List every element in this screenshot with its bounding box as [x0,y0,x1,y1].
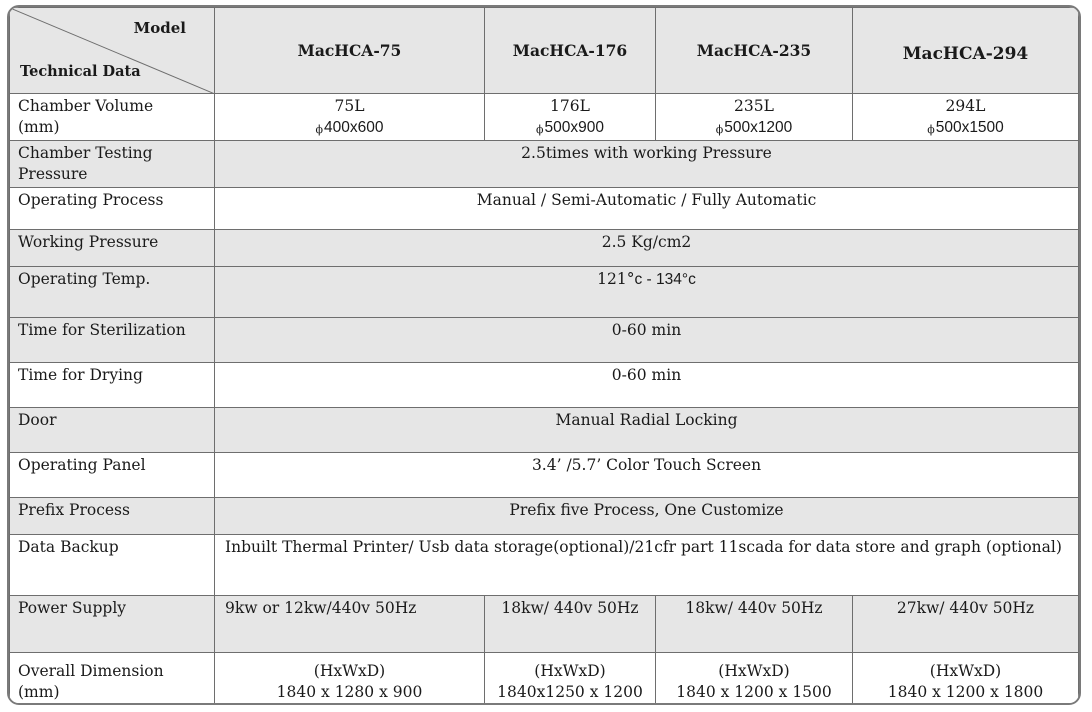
row-door [10,408,1079,453]
row-label: Time for Sterilization [10,318,215,363]
row-value [215,267,1079,318]
row-label [10,94,215,141]
volume-cell-235 [656,94,853,141]
chamber-size: 500x1500 [935,119,1004,136]
row-label-line2: (mm) [18,683,60,701]
phi-symbol: ϕ [715,123,724,136]
row-working-pressure [10,230,1079,267]
row-label-line1: Overall Dimension [18,662,164,680]
chamber-size: 400x600 [324,119,384,136]
power-cell-176: 18kw/ 440v 50Hz [485,596,656,653]
row-value: Prefix five Process, One Customize [215,498,1079,535]
power-cell-294: 27kw/ 440v 50Hz [853,596,1079,653]
row-label-line2: (mm) [18,118,60,136]
dimension-cell-75 [215,653,485,706]
row-overall-dimension [10,653,1079,706]
row-value: 0-60 min [215,363,1079,408]
row-label: Data Backup [10,535,215,596]
dimension-unit: (HxWxD) [929,662,1002,680]
row-sterilization [10,318,1079,363]
row-label-line1: Chamber Testing [18,144,153,162]
row-operating-process [10,188,1079,230]
row-value: 2.5times with working Pressure [215,141,1079,188]
dimension-unit: (HxWxD) [718,662,790,680]
technical-data-table [9,7,1079,705]
dimension-cell-176 [485,653,656,706]
row-chamber-volume [10,94,1079,141]
row-drying [10,363,1079,408]
row-value: Manual / Semi-Automatic / Fully Automatic [215,188,1079,230]
phi-symbol: ϕ [315,123,323,136]
dimension-value: 1840x1250 x 1200 [497,683,643,701]
phi-symbol: ϕ [536,123,544,136]
dimension-unit: (HxWxD) [313,662,386,680]
dimension-value: 1840 x 1280 x 900 [276,683,423,701]
row-value: 2.5 Kg/cm2 [215,230,1079,267]
volume-cell-176 [485,94,656,141]
row-label: Working Pressure [10,230,215,267]
row-label-line1: Chamber Volume [18,97,154,115]
volume-value: 75L [334,97,365,115]
row-label: Operating Temp. [10,267,215,318]
row-label: Power Supply [10,596,215,653]
dimension-unit: (HxWxD) [534,662,606,680]
row-label [10,141,215,188]
row-label: Prefix Process [10,498,215,535]
row-label: Door [10,408,215,453]
dimension-cell-235 [656,653,853,706]
model-header-176: MacHCA-176 [485,8,656,94]
volume-cell-294 [853,94,1079,141]
row-value: Manual Radial Locking [215,408,1079,453]
row-data-backup [10,535,1079,596]
row-label: Operating Process [10,188,215,230]
volume-value: 176L [550,97,590,115]
volume-cell-75 [215,94,485,141]
chamber-size: 500x1200 [724,119,793,136]
row-testing-pressure [10,141,1079,188]
row-label [10,653,215,706]
dimension-value: 1840 x 1200 x 1800 [887,683,1044,701]
model-header-294: MacHCA-294 [853,8,1079,94]
model-header-235: MacHCA-235 [656,8,853,94]
row-label-line2: Pressure [18,165,88,183]
temp-range-rest: c - 134°c [634,271,696,288]
row-label: Operating Panel [10,453,215,498]
row-operating-panel [10,453,1079,498]
row-value: 3.4’ /5.7’ Color Touch Screen [215,453,1079,498]
volume-value: 235L [734,97,774,115]
row-label: Time for Drying [10,363,215,408]
row-operating-temp [10,267,1079,318]
row-power-supply [10,596,1079,653]
model-header-75: MacHCA-75 [215,8,485,94]
chamber-size: 500x900 [544,119,604,136]
dimension-value: 1840 x 1200 x 1500 [676,683,832,701]
spec-table-frame [7,5,1081,705]
corner-model-label: Model [133,19,186,37]
row-prefix-process [10,498,1079,535]
power-cell-235: 18kw/ 440v 50Hz [656,596,853,653]
corner-technical-data-label: Technical Data [20,63,141,80]
corner-header-cell [10,8,215,94]
header-row [10,8,1079,94]
temp-low: 121° [597,270,635,288]
dimension-cell-294 [853,653,1079,706]
phi-symbol: ϕ [927,123,935,136]
row-value: Inbuilt Thermal Printer/ Usb data storage(optional)/21cfr part 11scada for data store and graph (optional) [215,535,1079,596]
volume-value: 294L [945,97,986,115]
row-value: 0-60 min [215,318,1079,363]
power-cell-75: 9kw or 12kw/440v 50Hz [215,596,485,653]
